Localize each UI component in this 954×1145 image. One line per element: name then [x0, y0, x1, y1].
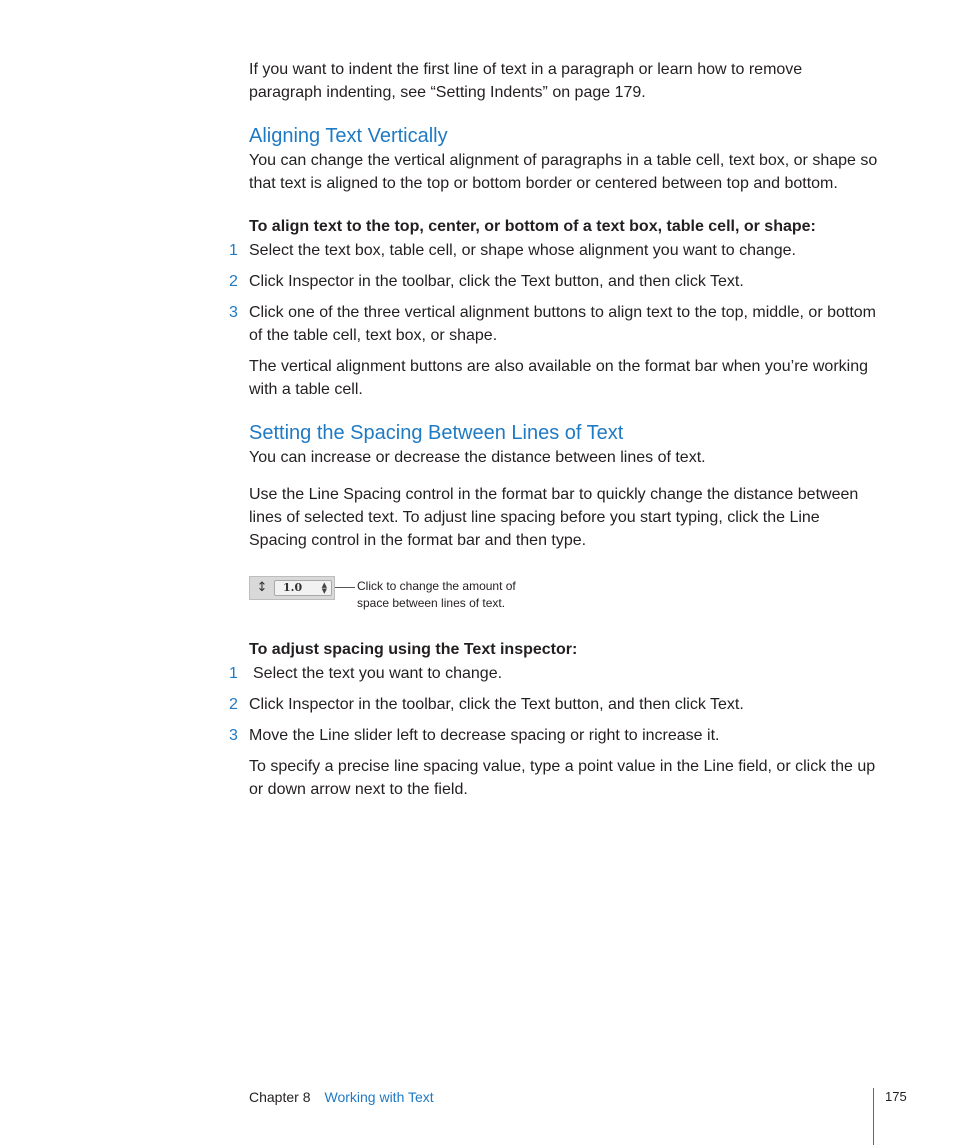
line-spacing-icon: ↕ [256, 580, 268, 595]
section-body: You can change the vertical alignment of paragraphs in a table cell, text box, or shape so that text is aligned to the top or bottom border or centered between top and bottom. [249, 152, 878, 192]
step-number: 2 [229, 273, 238, 290]
step-text: Click Inspector in the toolbar, click the Text button, and then click Text. [249, 696, 744, 713]
step-number: 3 [229, 727, 238, 744]
page-footer [249, 1088, 434, 1106]
page-content [229, 58, 879, 801]
section-body: Use the Line Spacing control in the format bar to quickly change the distance between lines of selected text. To adjust line spacing before you start typing, click the Line Spacing control in the format bar and then type. [249, 486, 859, 549]
line-spacing-value: 1.0 [283, 581, 303, 594]
line-spacing-control[interactable] [249, 576, 335, 600]
footer-chapter: Chapter 8 [249, 1089, 311, 1105]
section-body: You can increase or decrease the distance between lines of text. [249, 449, 706, 466]
line-spacing-figure [249, 572, 879, 634]
task-heading: To align text to the top, center, or bottom of a text box, table cell, or shape: [249, 218, 816, 235]
callout-text: Click to change the amount of space between lines of text. [357, 579, 516, 610]
task-heading: To adjust spacing using the Text inspector: [249, 641, 578, 658]
step-number: 1 [229, 242, 238, 259]
note-paragraph: To specify a precise line spacing value, type a point value in the Line field, or click the up or down arrow next to the field. [249, 758, 876, 798]
step-text: Click one of the three vertical alignment buttons to align text to the top, middle, or bottom of the table cell, text box, or shape. [249, 304, 877, 344]
steps-list [229, 239, 879, 347]
intro-paragraph: If you want to indent the first line of text in a paragraph or learn how to remove paragraph indenting, see “Setting Indents” on page 179. [249, 61, 803, 101]
stepper-arrows-icon[interactable]: ▲ ▼ [321, 581, 327, 595]
step-number: 2 [229, 696, 238, 713]
step-text: Select the text you want to change. [253, 665, 503, 682]
list-item [229, 693, 879, 716]
step-number: 3 [229, 304, 238, 321]
callout-line [335, 587, 355, 588]
note-paragraph: The vertical alignment buttons are also available on the format bar when you’re working with a table cell. [249, 358, 868, 398]
line-spacing-field[interactable] [274, 580, 332, 596]
section-heading-aligning-text: Aligning Text Vertically [249, 125, 448, 147]
section-heading-line-spacing: Setting the Spacing Between Lines of Text [249, 422, 624, 444]
list-item [229, 301, 879, 347]
page-number: 175 [885, 1089, 907, 1104]
list-item [229, 270, 879, 293]
footer-chapter-title[interactable]: Working with Text [324, 1089, 434, 1105]
steps-list [229, 662, 879, 747]
footer-divider [873, 1088, 874, 1145]
step-number: 1 [229, 665, 238, 682]
list-item [229, 662, 879, 685]
step-text: Click Inspector in the toolbar, click the Text button, and then click Text. [249, 273, 744, 290]
list-item [229, 239, 879, 262]
step-text: Select the text box, table cell, or shape whose alignment you want to change. [249, 242, 796, 259]
step-text: Move the Line slider left to decrease spacing or right to increase it. [249, 727, 720, 744]
list-item [229, 724, 879, 747]
